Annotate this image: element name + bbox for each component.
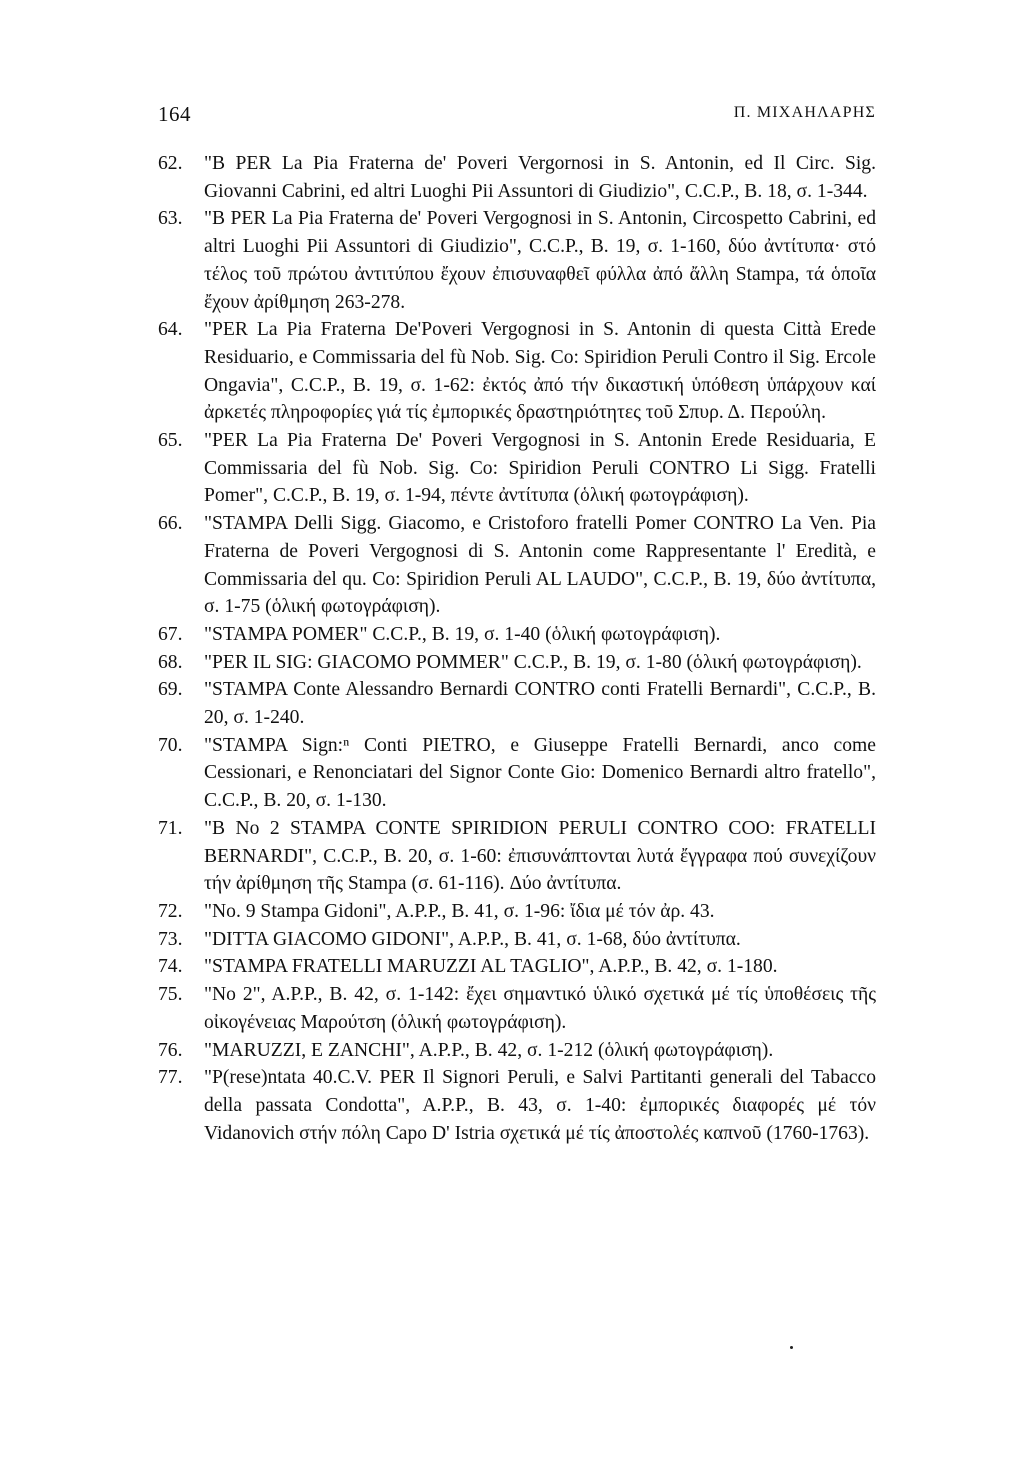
- list-item: [158, 150, 876, 205]
- entry-number: 70.: [158, 734, 183, 756]
- list-item: [158, 815, 876, 898]
- entry-number: 63.: [158, 208, 183, 230]
- list-item: [158, 732, 876, 815]
- page-header: [158, 102, 876, 132]
- entry-list: [158, 150, 876, 1147]
- entry-text: "No 2", A.P.P., B. 42, σ. 1-142: ἔχει σημαντικό ὑλικό σχετικά μέ τίς ὑποθέσεις τῆς οἰκογένειας Μαρούτση (ὁλική φωτογράφιση).: [204, 984, 876, 1033]
- entry-number: 77.: [158, 1067, 183, 1089]
- entry-text: "STAMPA Delli Sigg. Giacomo, e Cristoforo fratelli Pomer CONTRO La Ven. Pia Fraterna de Poveri Vergognosi di S. Antonin come Rappresentante l' Eredità, e Commissaria del qu. Co: Spiridion Peruli AL LAUDO", C.C.P., B. 19, δύο ἀντίτυπα, σ. 1-75 (ὁλική φωτογράφιση).: [204, 513, 876, 618]
- list-item: [158, 953, 876, 981]
- entry-number: 75.: [158, 984, 183, 1006]
- entry-number: 69.: [158, 679, 183, 701]
- entry-text: "MARUZZI, E ZANCHI", A.P.P., B. 42, σ. 1-212 (ὁλική φωτογράφιση).: [204, 1039, 774, 1061]
- entry-number: 64.: [158, 319, 183, 341]
- entry-text: "PER La Pia Fraterna De' Poveri Vergognosi in S. Antonin Erede Residuaria, E Commissaria del fù Nob. Sig. Co: Spiridion Peruli CONTRO Li Sigg. Fratelli Pomer", C.C.P., B. 19, σ. 1-94, πέντε ἀντίτυπα (ὁλική φωτογράφιση).: [204, 430, 876, 507]
- entry-text: "B PER La Pia Fraterna de' Poveri Vergognosi in S. Antonin, Circospetto Cabrini, ed altri Luoghi Pii Assuntori di Giudizio", C.C.P., B. 19, σ. 1-160, δύο ἀντίτυπα· στό τέλος τοῦ πρώτου ἀντιτύπου ἔχουν ἐπισυναφθεῖ φύλλα ἀπό ἄλλη Stampa, τά ὁποῖα ἔχουν ἀρίθμηση 263-278.: [204, 208, 876, 313]
- list-item: [158, 676, 876, 731]
- entry-text: "DITTA GIACOMO GIDONI", A.P.P., B. 41, σ. 1-68, δύο ἀντίτυπα.: [204, 928, 741, 950]
- stray-dot-mark: [790, 1346, 793, 1349]
- list-item: [158, 1037, 876, 1065]
- list-item: [158, 981, 876, 1036]
- list-item: [158, 205, 876, 316]
- entry-number: 66.: [158, 513, 183, 535]
- entry-text: "STAMPA Conte Alessandro Bernardi CONTRO conti Fratelli Bernardi", C.C.P., B. 20, σ. 1-240.: [204, 679, 876, 729]
- list-item: [158, 649, 876, 677]
- entry-number: 67.: [158, 623, 183, 645]
- entry-number: 68.: [158, 651, 183, 673]
- entry-text: "No. 9 Stampa Gidoni", A.P.P., B. 41, σ. 1-96: ἴδια μέ τόν ἀρ. 43.: [204, 900, 715, 922]
- list-item: [158, 316, 876, 427]
- entry-number: 65.: [158, 430, 183, 452]
- entry-text: "STAMPA FRATELLI MARUZZI AL TAGLIO", A.P.P., B. 42, σ. 1-180.: [204, 956, 778, 978]
- entry-text: "B PER La Pia Fraterna de' Poveri Vergornosi in S. Antonin, ed Il Circ. Sig. Giovanni Cabrini, ed altri Luoghi Pii Assuntori di Giudizio", C.C.P., B. 18, σ. 1-344.: [204, 153, 876, 202]
- entry-number: 74.: [158, 956, 183, 978]
- entry-number: 76.: [158, 1039, 183, 1061]
- list-item: [158, 1064, 876, 1147]
- list-item: [158, 898, 876, 926]
- entry-number: 73.: [158, 928, 183, 950]
- entry-text: "PER IL SIG: GIACOMO POMMER" C.C.P., B. 19, σ. 1-80 (ὁλική φωτογράφιση).: [204, 651, 862, 673]
- page-number: 164: [158, 102, 191, 126]
- entry-text: "B No 2 STAMPA CONTE SPIRIDION PERULI CONTRO COO: FRATELLI BERNARDI", C.C.P., B. 20, σ. 1-60: ἐπισυνάπτονται λυτά ἔγγραφα πού συνεχίζουν τήν ἀρίθμηση τῆς Stampa (σ. 61-116). Δύο ἀντίτυπα.: [204, 817, 876, 895]
- list-item: [158, 621, 876, 649]
- entry-text: "STAMPA Sign:ⁿ Conti PIETRO, e Giuseppe Fratelli Bernardi, anco come Cessionari, e Renonciatari del Signor Conte Gio: Domenico Bernardi altro fratello", C.C.P., B. 20, σ. 1-130.: [204, 734, 876, 812]
- entry-text: "PER La Pia Fraterna De'Poveri Vergognosi in S. Antonin di questa Città Erede Residuario, e Commissaria del fù Nob. Sig. Co: Spiridion Peruli Contro il Sig. Ercole Ongavia", C.C.P., B. 19, σ. 1-62: ἐκτός ἀπό τήν δικαστική ὑπόθεση ὑπάρχουν καί ἀρκετές πληροφορίες γιά τίς ἐμπορικές δραστηριότητες τοῦ Σπυρ. Δ. Περούλη.: [204, 319, 876, 424]
- entry-number: 62.: [158, 153, 183, 174]
- entry-number: 71.: [158, 817, 183, 839]
- entry-number: 72.: [158, 900, 183, 922]
- list-item: [158, 427, 876, 510]
- running-head: Π. ΜΙΧΑΗΛΑΡΗΣ: [733, 104, 876, 121]
- entry-text: "P(rese)ntata 40.C.V. PER Il Signori Peruli, e Salvi Partitanti generali del Tabacco della passata Condotta", A.P.P., B. 43, σ. 1-40: ἐμπορικές διαφορές μέ τόν Vidanovich στήν πόλη Capo D' Istria σχετικά μέ τίς ἀποστολές καπνοῦ (1760-1763).: [204, 1067, 876, 1144]
- list-item: [158, 926, 876, 954]
- entry-text: "STAMPA POMER" C.C.P., B. 19, σ. 1-40 (ὁλική φωτογράφιση).: [204, 623, 721, 645]
- list-item: [158, 510, 876, 621]
